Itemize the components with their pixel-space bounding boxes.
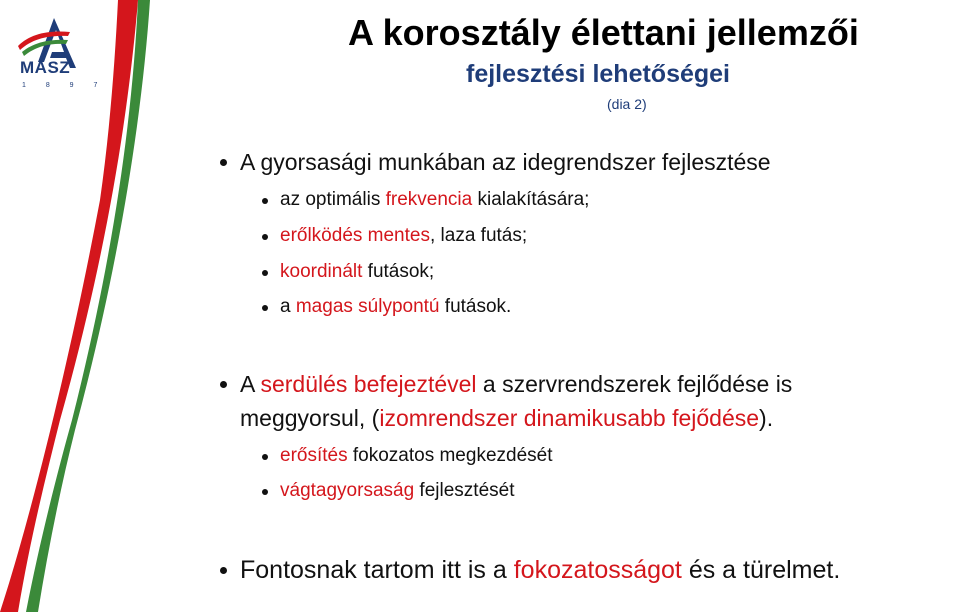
text-part: futások; <box>362 261 435 282</box>
highlight-text: frekvencia <box>385 189 473 210</box>
highlight-text: fokozatosságot <box>513 556 682 584</box>
text-part: ). <box>759 405 774 431</box>
text-part: az optimális <box>280 189 386 210</box>
bullet-dot-icon <box>220 567 227 574</box>
highlight-text: erősítés <box>280 445 348 466</box>
list-item <box>280 445 552 467</box>
highlight-text: magas súlypontú <box>295 296 440 317</box>
highlight-text: serdülés befejeztével <box>260 371 477 397</box>
text-part: a <box>280 296 296 317</box>
bullet-dot-icon <box>220 381 227 388</box>
text-part: fokozatos megkezdését <box>347 445 553 466</box>
highlight-text: koordinált <box>280 261 363 282</box>
bullet-heading-1 <box>240 149 771 176</box>
text-part: , laza futás; <box>429 225 528 246</box>
text-part: és a türelmet. <box>681 556 841 584</box>
highlight-text: vágtagyorsaság <box>280 480 415 501</box>
bullet-heading-2 <box>240 371 792 398</box>
list-item <box>280 261 434 283</box>
bullet-dot-icon <box>262 270 268 276</box>
bullet-text: A gyorsasági munkában az idegrendszer fejlesztése <box>240 149 771 175</box>
text-part: Fontosnak tartom itt is a <box>240 556 514 584</box>
text-part: A <box>240 371 261 397</box>
logo-name: MASZ <box>20 58 71 77</box>
list-item <box>280 189 589 211</box>
text-part: kialakítására; <box>472 189 590 210</box>
bullet-dot-icon <box>262 234 268 240</box>
text-part: futások. <box>439 296 512 317</box>
list-item <box>280 296 511 318</box>
bullet-dot-icon <box>262 454 268 460</box>
highlight-text: erőlködés mentes <box>280 225 430 246</box>
slide-subtitle: fejlesztési lehetőségei <box>466 60 731 88</box>
slide-label: (dia 2) <box>607 96 647 112</box>
logo-year: 1 8 9 7 <box>22 82 107 89</box>
bullet-heading-3 <box>240 556 840 585</box>
bullet-dot-icon <box>262 489 268 495</box>
bullet-heading-2-continuation <box>240 405 773 432</box>
list-item <box>280 480 514 502</box>
bullet-dot-icon <box>220 159 227 166</box>
text-part: meggyorsul, ( <box>240 405 380 431</box>
text-part: a szervrendszerek fejlődése is <box>476 371 793 397</box>
bullet-dot-icon <box>262 305 268 311</box>
slide-title: A korosztály élettani jellemzői <box>348 12 859 53</box>
list-item <box>280 225 527 247</box>
highlight-text: izomrendszer dinamikusabb fejődése <box>379 405 760 431</box>
text-part: fejlesztését <box>414 480 515 501</box>
bullet-dot-icon <box>262 198 268 204</box>
